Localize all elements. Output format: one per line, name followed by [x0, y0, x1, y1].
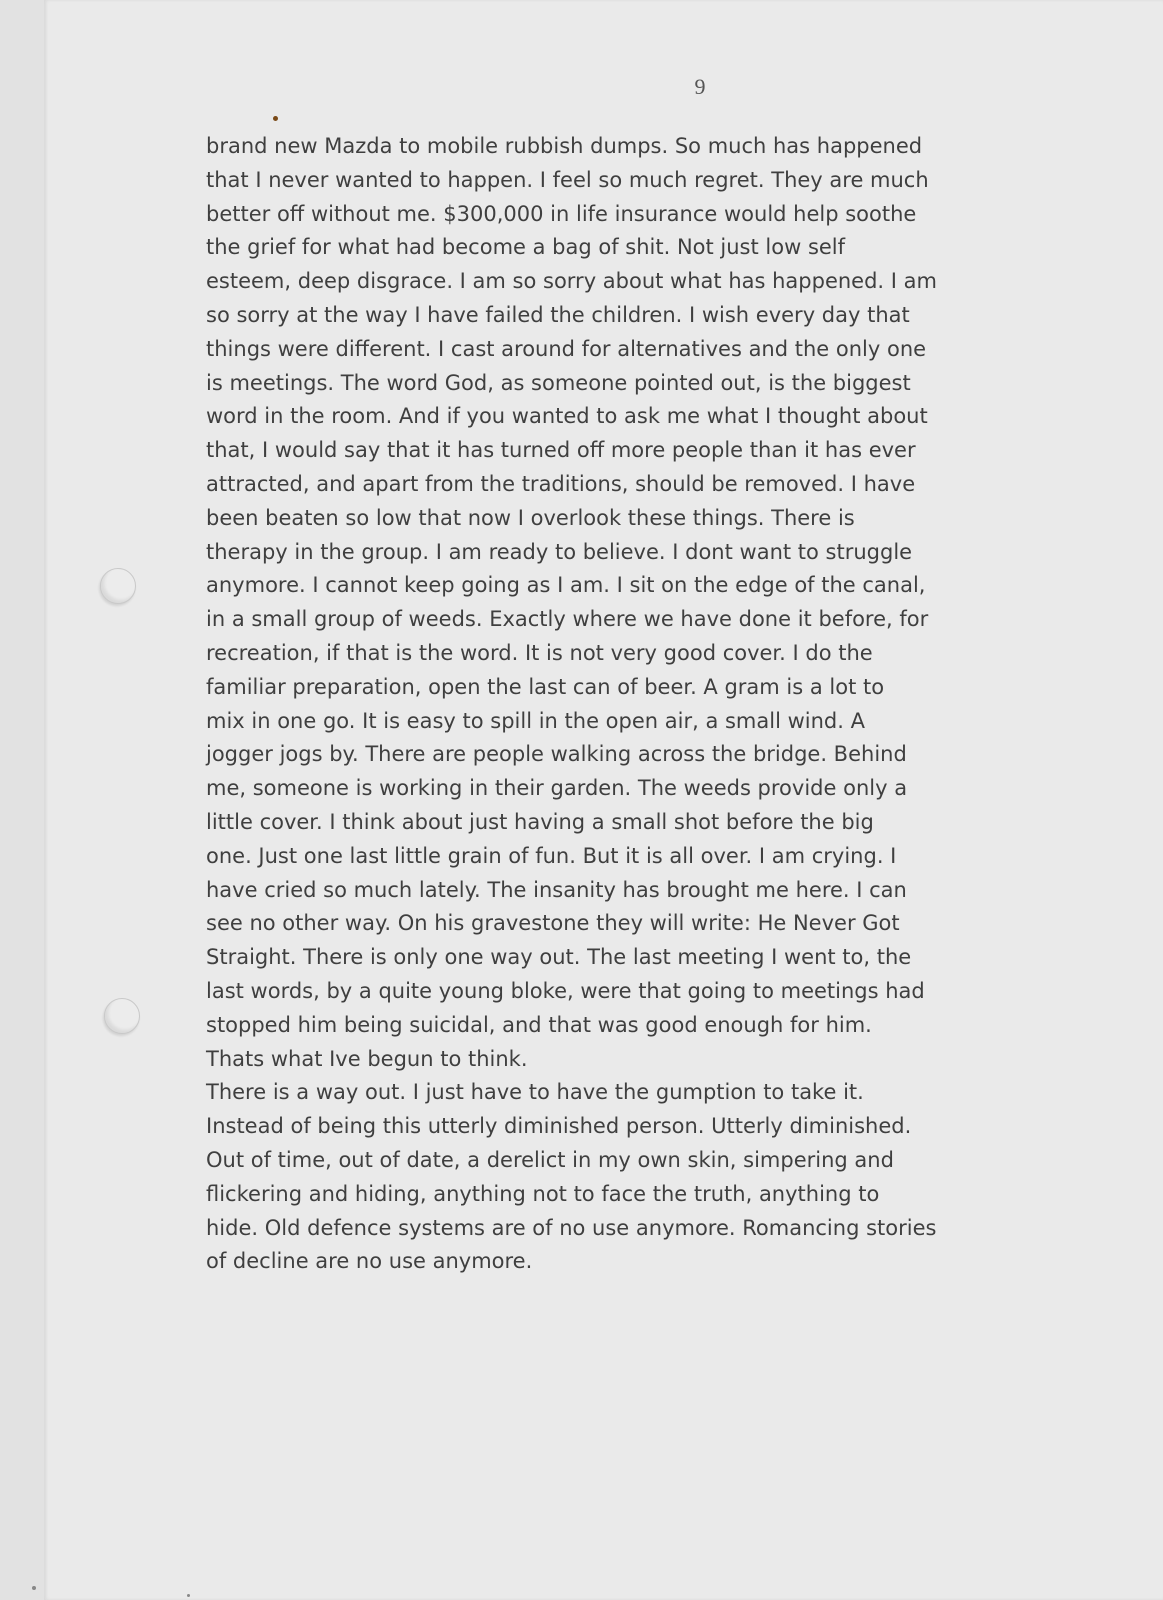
text-line: been beaten so low that now I overlook these things. There is: [206, 505, 855, 530]
text-line: mix in one go. It is easy to spill in the open air, a small wind. A: [206, 708, 865, 733]
text-line: flickering and hiding, anything not to face the truth, anything to: [206, 1181, 880, 1206]
ink-speck: [273, 116, 278, 121]
page-number: 9: [694, 74, 706, 99]
text-line: last words, by a quite young bloke, were that going to meetings had: [206, 978, 925, 1003]
text-line: Out of time, out of date, a derelict in my own skin, simpering and: [206, 1147, 894, 1172]
text-line: little cover. I think about just having a small shot before the big: [206, 809, 874, 834]
text-line: of decline are no use anymore.: [206, 1249, 533, 1274]
text-line: have cried so much lately. The insanity has brought me here. I can: [206, 877, 907, 902]
ink-speck: [32, 1586, 36, 1590]
punch-hole: [100, 568, 136, 604]
text-line: Instead of being this utterly diminished person. Utterly diminished.: [206, 1114, 912, 1139]
text-line: attracted, and apart from the traditions, should be removed. I have: [206, 471, 916, 496]
text-line: the grief for what had become a bag of shit. Not just low self: [206, 235, 846, 260]
text-line: is meetings. The word God, as someone pointed out, is the biggest: [206, 370, 911, 395]
text-line: things were different. I cast around for alternatives and the only one: [206, 336, 927, 361]
text-line: stopped him being suicidal, and that was good enough for him.: [206, 1012, 872, 1037]
text-line: better off without me. $300,000 in life insurance would help soothe: [206, 201, 917, 226]
text-line: familiar preparation, open the last can of beer. A gram is a lot to: [206, 674, 885, 699]
scan-margin: [0, 0, 44, 1600]
body-text: [206, 130, 1028, 1279]
text-line: There is a way out. I just have to have the gumption to take it.: [206, 1080, 864, 1105]
text-line: Thats what Ive begun to think.: [206, 1046, 528, 1071]
text-line: me, someone is working in their garden. The weeds provide only a: [206, 776, 908, 801]
text-line: jogger jogs by. There are people walking across the bridge. Behind: [206, 742, 907, 767]
text-line: word in the room. And if you wanted to ask me what I thought about: [206, 404, 928, 429]
text-line: one. Just one last little grain of fun. But it is all over. I am crying. I: [206, 843, 897, 868]
text-line: esteem, deep disgrace. I am so sorry about what has happened. I am: [206, 269, 937, 294]
text-line: that, I would say that it has turned off more people than it has ever: [206, 438, 916, 463]
text-line: Straight. There is only one way out. The last meeting I went to, the: [206, 945, 912, 970]
text-line: hide. Old defence systems are of no use anymore. Romancing stories: [206, 1215, 937, 1240]
text-line: so sorry at the way I have failed the children. I wish every day that: [206, 302, 910, 327]
text-line: that I never wanted to happen. I feel so much regret. They are much: [206, 167, 929, 192]
text-line: see no other way. On his gravestone they will write: He Never Got: [206, 911, 900, 936]
text-line: anymore. I cannot keep going as I am. I sit on the edge of the canal,: [206, 573, 926, 598]
text-line: brand new Mazda to mobile rubbish dumps. So much has happened: [206, 134, 923, 158]
punch-hole: [104, 998, 140, 1034]
ink-speck: [187, 1594, 190, 1597]
text-line: therapy in the group. I am ready to believe. I dont want to struggle: [206, 539, 913, 564]
text-line: in a small group of weeds. Exactly where we have done it before, for: [206, 607, 929, 632]
text-line: recreation, if that is the word. It is not very good cover. I do the: [206, 640, 873, 665]
